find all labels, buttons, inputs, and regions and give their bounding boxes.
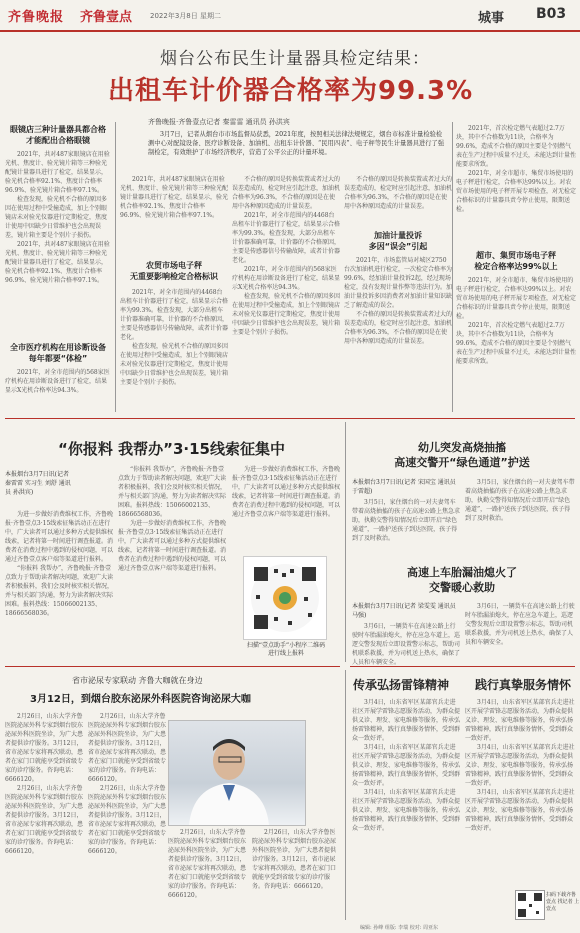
- lead-col-4: [344, 175, 452, 225]
- mid-subhead-market: 农贸市场电子秤 无重要影响检定合格标识: [130, 261, 218, 281]
- consumer-col-1: [5, 510, 113, 650]
- lead-col-6b: [456, 276, 576, 410]
- lead-headline: 出租车计价器合格率为99.3%: [108, 76, 474, 106]
- para: 3月4日，山东省军区某部官兵走进社区开展学雷锋志愿服务活动，为群众提供义诊、理发、家电维修等服务，传承弘扬雷锋精神，践行真挚服务情怀，受到群众一致好评。: [352, 699, 461, 742]
- para: 3月4日，山东省军区某部官兵走进社区开展学雷锋志愿服务活动，为群众提供义诊、理发、家电维修等服务，传承弘扬雷锋精神，践行真挚服务情怀，受到群众一致好评。: [352, 789, 461, 832]
- para: 不合格的原因是转换装置或者过大的误差造成的，检定时应引起注意，加油机合格率为96.3%，不合格的原因是在使用中各种原因造成的计量误差。: [344, 311, 453, 345]
- section-rule: [5, 666, 340, 667]
- para: 3月5日，家住烟台的一对夫妻驾车带着高烧抽搐的孩子在高速公路上焦急求助，执勤交警得知情况后立即开启“绿色通道”，一路护送孩子到达医院，孩子得到了及时救治。: [465, 479, 575, 522]
- medical-title: 3月12日，到烟台胶东泌尿外科医院咨询泌尿大咖: [30, 694, 251, 705]
- para: 不合格的原因是转换装置或者过大的误差造成的，检定时应引起注意，加油机合格率为96.3%，不合格的原因是在使用中各种原因造成的计量误差。: [344, 176, 453, 210]
- truck-col-2: [465, 602, 575, 658]
- para: 2021年，共对487家眼镜店在用验光机、焦度计、验光镜片箱等三种验光配镜计量器具进行了检定，结果显示，验光机合格率92.1%、焦度计合格率96.9%、验光镜片箱合格率97.1%。: [120, 176, 229, 219]
- doctor-photo: [168, 720, 306, 826]
- para: 2021年，市场监管局对城区2750台次加油机进行检定，一次检定合格率为99.6%，经加油计量投诉2起，经过现场检定，没有发现计量作弊等违法行为。加油计量投诉多因消费者对加油计量知识缺乏了解造成的误会。: [344, 257, 453, 309]
- para: 2021年，对全市范围内的568家医疗机构在用诊断设备进行了检定，结果显示X光机合格率达94.3%。: [232, 266, 341, 291]
- para: “你报料 我帮办”，齐鲁晚报·齐鲁壹点致力于帮助读者解决问题，欢迎广大读者积极报料，我们会及时核实相关情况，并与相关部门沟通，努力为读者解决实际困难。报料热线：15066002135、18666568036。: [5, 565, 114, 617]
- mid-subhead-gas: 加油计量投诉 多因“误会”引起: [368, 231, 428, 251]
- lead-intro: [148, 130, 448, 170]
- consumer-title: “你报料 我帮办”3·15线索征集中: [58, 440, 285, 458]
- kids-col-2: [465, 478, 575, 558]
- para: 检查发现，验光机不合格的原因多因在使用过程中受撞造成，加上个别眼镜店未对验光仪器进行定期检定，焦度计使用中因缺少日常维护也会出现误差，镜片箱主要是个别片子损伤。: [232, 293, 341, 336]
- truck-byline-text: 本报烟台3月7日讯(记者 梁雯雯 通讯员 马强): [352, 603, 456, 619]
- para: 2月26日，山东大学齐鲁医院泌尿外科专家到烟台胶东泌尿外科医院坐诊，为广大患者提供诊疗服务。3月12日，省市泌尿专家将再次联动，患者在家门口就能享受到省级专家的诊疗服务。咨询电话：6666120。: [88, 785, 167, 855]
- para: 3月7日，记者从烟台市市场监督局获悉，2021年度，按照相关法律法规规定，烟台市标准计量检验检测中心对配镜设备、医疗诊断设备、加油机、出租车计价器、“民用四表”、电子秤等民生计量器具进行了强制检定，有效维护了市场经济秩序，营造了公平公正的计量环境。: [148, 131, 445, 156]
- lead-col-4b: [344, 256, 452, 410]
- truck-title: 高速上车胎漏油熄火了 交警暖心救助: [407, 566, 517, 594]
- consumer-byline-text: 本报烟台3月7日讯(记者 秦雷雷 实习生 刘舒 通讯员 孙洪宾): [5, 471, 71, 496]
- page-number: B03: [536, 6, 567, 22]
- para: 检查发现，验光机不合格的原因多因在使用过程中受撞造成，加上个别眼镜店未对验光仪器进行定期检定，焦度计使用中因缺少日常维护也会出现误差，镜片箱主要是个别片子损伤。: [5, 196, 108, 239]
- column-divider: [345, 670, 346, 920]
- qr-code-image[interactable]: [243, 556, 327, 640]
- masthead-logo-qilu: 齐鲁壹点: [80, 10, 133, 25]
- section-name: 城事: [478, 11, 505, 26]
- lead-col-2b: [120, 288, 228, 410]
- lead-col-2: [120, 175, 228, 265]
- spirit-col-1: [352, 698, 460, 888]
- para: 2021年，共对487家眼镜店在用验光机、焦度计、验光镜片箱等三种验光配镜计量器具进行了检定，结果显示，验光机合格率92.1%、焦度计合格率96.9%、验光镜片箱合格率97.1%。: [5, 241, 110, 284]
- qr-caption: 扫描“壹点助手”小程序二维码 进行线上报料: [246, 642, 326, 657]
- para: 2021年，首次检定燃气表超过2.7万块，其中不合格数为11块，合格率为99.6%，造成不合格的原因主要是个别燃气表在生产过程中质量不过关，未能达到计量性能要求所致。: [456, 125, 577, 168]
- footer: [0, 924, 580, 933]
- right-subhead-supermarket: 超市、集贸市场电子秤 检定合格率达99%以上: [474, 251, 558, 271]
- lead-col-1b: [5, 368, 111, 408]
- section-rule: [350, 666, 575, 667]
- lead-col-6: [456, 124, 576, 244]
- section-rule: [5, 418, 575, 419]
- lead-byline: 齐鲁晚报·齐鲁壹点记者 秦雷雷 通讯员 孙洪宾: [148, 118, 290, 126]
- app-download-qr-code[interactable]: [515, 890, 545, 920]
- kids-byline: [352, 478, 460, 498]
- spirit-col-2: [465, 698, 575, 884]
- para: 2021年，首次检定燃气表超过2.7万块，其中不合格数为11块，合格率为99.6%，造成不合格的原因主要是个别燃气表在生产过程中质量不过关，未能达到计量性能要求所致。: [456, 322, 577, 365]
- lead-col-3: [232, 175, 340, 410]
- spirit-title-2: 践行真挚服务情怀: [475, 678, 572, 692]
- consumer-col-2: [118, 465, 226, 650]
- para: 检查发现，验光机不合格的原因多因在使用过程中受撞造成，加上个别眼镜店未对验光仪器进行定期检定，焦度计使用中因缺少日常维护也会出现误差，镜片箱主要是个别片子损伤。: [120, 343, 229, 386]
- para: 2月26日，山东大学齐鲁医院泌尿外科专家到烟台胶东泌尿外科医院坐诊，为广大患者提供诊疗服务。3月12日，省市泌尿专家将再次联动，患者在家门口就能享受到省级专家的诊疗服务。咨询电话：6666120。: [252, 829, 337, 890]
- masthead-logo: 齐鲁晚报: [8, 10, 65, 25]
- para: 3月6日，一辆货车在高速公路上行驶时车胎漏油熄火，停在应急车道上，巡逻交警发现后立即设置警示标志，帮助司机联系救援，并为司机送上热水，确保了人员和车辆安全。: [352, 623, 461, 666]
- para: 为进一步做好消费维权工作，齐鲁晚报·齐鲁壹点3·15线索征集活动正在进行中，广大读者可以通过多种方式提供维权线索，记者将第一时间进行调查报道。消费者在消费过程中遇到的侵权问题，可以通过齐鲁壹点客户端等渠道进行报料。: [118, 520, 227, 572]
- medical-col-4: [252, 828, 340, 918]
- consumer-byline: [5, 470, 75, 510]
- kids-col-1: [352, 498, 460, 558]
- para: 2月26日，山东大学齐鲁医院泌尿外科专家到烟台胶东泌尿外科医院坐诊，为广大患者提供诊疗服务。3月12日，省市泌尿专家将再次联动，患者在家门口就能享受到省级专家的诊疗服务。咨询电话：6666120。: [168, 829, 247, 899]
- para: 2021年，对全市范围内的568家医疗机构在用诊断设备进行了检定，结果显示X光机合格率达94.3%。: [5, 369, 110, 394]
- para: 2021年，共对487家眼镜店在用验光机、焦度计、验光镜片箱等三种验光配镜计量器具进行了检定，结果显示，验光机合格率92.1%、焦度计合格率96.9%、验光镜片箱合格率97.1%。: [5, 151, 110, 194]
- medical-col-3: [168, 828, 248, 918]
- para: 2月26日，山东大学齐鲁医院泌尿外科专家到烟台胶东泌尿外科医院坐诊，为广大患者提供诊疗服务。3月12日，省市泌尿专家将再次联动，患者在家门口就能享受到省级专家的诊疗服务。咨询电话：6666120。: [5, 785, 84, 855]
- para: 3月4日，山东省军区某部官兵走进社区开展学雷锋志愿服务活动，为群众提供义诊、理发、家电维修等服务，传承弘扬雷锋精神，践行真挚服务情怀，受到群众一致好评。: [352, 744, 461, 787]
- column-divider: [452, 122, 453, 412]
- left-subhead-medical: 全市医疗机构在用诊断设备 每年都要“体检”: [10, 343, 106, 363]
- consumer-col-3: [232, 465, 340, 551]
- kids-title: 幼儿突发高烧抽搐 高速交警开“绿色通道”护送: [394, 441, 530, 469]
- footer-credits: 编辑: 孙峰 组版: 李瑞 校对: 周亚东: [360, 925, 439, 931]
- para: “你报料 我帮办”，齐鲁晚报·齐鲁壹点致力于帮助读者解决问题，欢迎广大读者积极报料，我们会及时核实相关情况，并与相关部门沟通，努力为读者解决实际困难。报料热线：15066002135、18666568036。: [118, 466, 227, 518]
- para: 2月26日，山东大学齐鲁医院泌尿外科专家到烟台胶东泌尿外科医院坐诊，为广大患者提供诊疗服务。3月12日，省市泌尿专家将再次联动，患者在家门口就能享受到省级专家的诊疗服务。咨询电话：6666120。: [88, 713, 167, 783]
- lead-col-1: [5, 150, 111, 335]
- lead-kicker: 烟台公布民生计量器具检定结果：: [160, 49, 430, 69]
- truck-col-1: [352, 622, 461, 666]
- para: 2021年，对全市范围内的4468台出租车计价器进行了检定，结果显示合格率为99.3%。检查发现，大部分出租车计价器准确可靠，计价器的不合格原因，主要是传感器信号传输故障，或者计价器老化。: [120, 289, 229, 341]
- medical-col-1: [5, 712, 85, 912]
- kids-byline-text: 本报烟台3月7日讯(记者 宋国宝 通讯员 于雷超): [352, 479, 456, 495]
- spirit-title-1: 传承弘扬雷锋精神: [353, 678, 450, 692]
- app-download-text: 扫码下载齐鲁壹点 找记者 上壹点: [546, 892, 580, 912]
- para: 2月26日，山东大学齐鲁医院泌尿外科专家到烟台胶东泌尿外科医院坐诊，为广大患者提供诊疗服务。3月12日，省市泌尿专家将再次联动，患者在家门口就能享受到省级专家的诊疗服务。咨询电话：6666120。: [5, 713, 84, 783]
- para: 2021年，对全市超市、集贸市场使用的电子秤进行检定，合格率达99%以上。对农贸市场使用的电子秤开展专项检查，对无检定合格标识的计量器具责令停止使用，限期送检。: [456, 170, 577, 213]
- column-divider: [345, 422, 346, 662]
- para: 3月4日，山东省军区某部官兵走进社区开展学雷锋志愿服务活动，为群众提供义诊、理发、家电维修等服务，传承弘扬雷锋精神，践行真挚服务情怀，受到群众一致好评。: [465, 744, 575, 787]
- para: 不合格的原因是转换装置或者过大的误差造成的，检定时应引起注意，加油机合格率为96.3%，不合格的原因是在使用中各种原因造成的计量误差。: [232, 176, 341, 210]
- para: 为进一步做好消费维权工作，齐鲁晚报·齐鲁壹点3·15线索征集活动正在进行中，广大读者可以通过多种方式提供维权线索，记者将第一时间进行调查报道。消费者在消费过程中遇到的侵权问题，可以通过齐鲁壹点客户端等渠道进行报料。: [232, 466, 341, 518]
- issue-date: 2022年3月8日 星期二: [150, 12, 221, 20]
- medical-kicker: 省市泌尿专家联动 齐鲁大咖就在身边: [72, 676, 203, 685]
- para: 3月6日，一辆货车在高速公路上行驶时车胎漏油熄火，停在应急车道上，巡逻交警发现后立即设置警示标志，帮助司机联系救援，并为司机送上热水，确保了人员和车辆安全。: [465, 603, 575, 646]
- para: 3月5日，家住烟台的一对夫妻驾车带着高烧抽搐的孩子在高速公路上焦急求助，执勤交警得知情况后立即开启“绿色通道”，一路护送孩子到达医院，孩子得到了及时救治。: [352, 499, 461, 542]
- masthead: [0, 0, 580, 32]
- medical-col-2: [88, 712, 166, 912]
- para: 3月4日，山东省军区某部官兵走进社区开展学雷锋志愿服务活动，为群众提供义诊、理发、家电维修等服务，传承弘扬雷锋精神，践行真挚服务情怀，受到群众一致好评。: [465, 789, 575, 832]
- para: 2021年，对全市范围内的4468台出租车计价器进行了检定，结果显示合格率为99.3%。检查发现，大部分出租车计价器准确可靠，计价器的不合格原因，主要是传感器信号传输故障，或者计价器老化。: [232, 212, 341, 264]
- column-divider: [115, 122, 116, 412]
- left-subhead-glasses: 眼镜店三种计量器具都合格 才能配出合格眼镜: [10, 125, 106, 145]
- para: 2021年，对全市超市、集贸市场使用的电子秤进行检定，合格率达99%以上。对农贸市场使用的电子秤开展专项检查，对无检定合格标识的计量器具责令停止使用，限期送检。: [456, 277, 577, 320]
- truck-byline: [352, 602, 460, 622]
- para: 为进一步做好消费维权工作，齐鲁晚报·齐鲁壹点3·15线索征集活动正在进行中，广大读者可以通过多种方式提供维权线索，记者将第一时间进行调查报道。消费者在消费过程中遇到的侵权问题，可以通过齐鲁壹点客户端等渠道进行报料。: [5, 511, 114, 563]
- para: 3月4日，山东省军区某部官兵走进社区开展学雷锋志愿服务活动，为群众提供义诊、理发、家电维修等服务，传承弘扬雷锋精神，践行真挚服务情怀，受到群众一致好评。: [465, 699, 575, 742]
